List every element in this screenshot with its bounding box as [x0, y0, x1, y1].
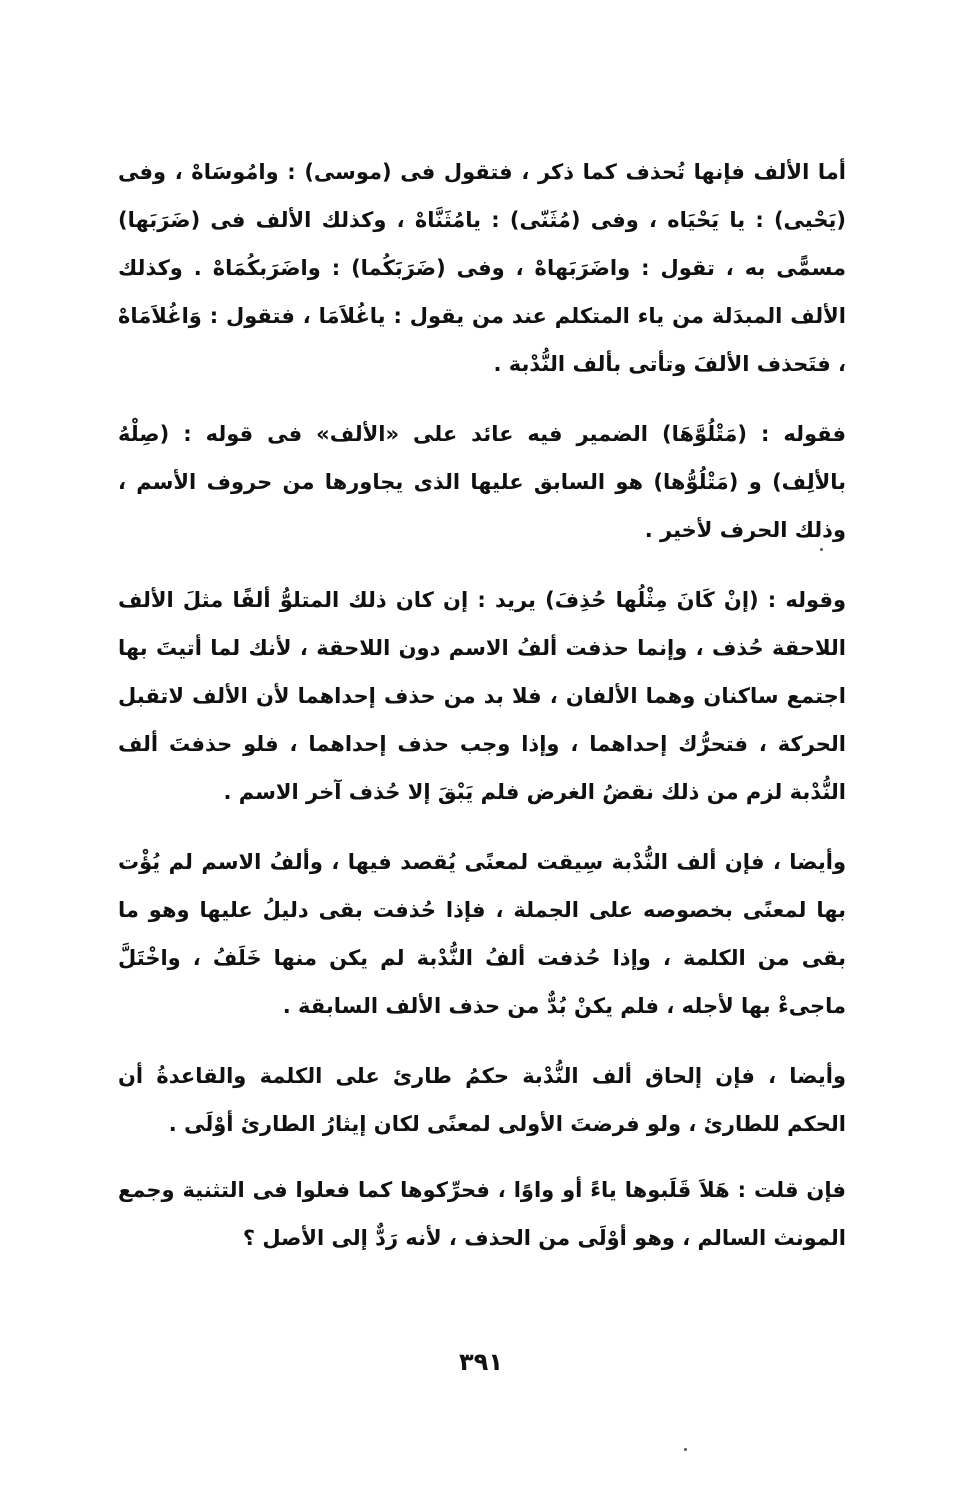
paragraph-5: وأيضا ، فإن إلحاق ألف النُّدْبة حكمُ طارئ على الكلمة والقاعدةُ أن الحكم للطارئ ، ولو فرضتَ الأولى لمعنًى لكان إيثارُ الطارئ أوْلَى . — [118, 1064, 846, 1136]
paragraph-3: وقوله : (إنْ كَانَ مِثْلُها حُذِفَ) يريد : إن كان ذلك المتلوُّ ألفًا مثلَ الألف اللاحقة حُذف ، وإنما حذفت ألفُ الاسم دون اللاحقة ، لأنك لما أتيتَ بها اجتمع ساكنان وهما الألفان ، فلا بد من حذف إحداهما لأن الألف لاتقبل الحركة ، فتحرُّك إحداهما ، وإذا وجب حذف إحداهما ، فلو حذفتَ ألف النُّدْبة لزم من ذلك نقضُ الغرض فلم يَبْقَ إلا حُذف آخر الاسم . — [118, 588, 846, 804]
page-number: ٣٩١ — [459, 1348, 503, 1376]
scan-speck — [820, 548, 823, 551]
paragraph-6: فإن قلت : هَلاَ قَلَبوها ياءً أو واوًا ، فحرِّكوها كما فعلوا فى التثنية وجمع المونث السالم ، وهو أوْلَى من الحذف ، لأنه رَدٌّ إلى الأصل ؟ — [118, 1178, 846, 1250]
scan-speck — [684, 1448, 687, 1451]
document-body — [118, 148, 846, 1284]
paragraph-1: أما الألف فإنها تُحذف كما ذكر ، فتقول فى (موسى) : وامُوسَاهْ ، وفى (يَحْيى) : يا يَحْيَاه ، وفى (مُثَنّى) : يامُثَنَّاهْ ، وكذلك الألف فى (ضَرَبَها) مسمًّى به ، تقول : واضَرَبَهاهْ ، وفى (ضَرَبَكُما) : واضَرَبكُمَاهْ . وكذلك الألف المبدَلة من ياء المتكلم عند من يقول : ياغُلاَمَا ، فتقول : وَاغُلاَمَاهْ ، فتَحذف الألفَ وتأتى بألف النُّدْبة . — [118, 160, 846, 376]
paragraph-2: فقوله : (مَتْلُوَّهَا) الضمير فيه عائد على «الألف» فى قوله : (صِلْهُ بالألِف) و (مَتْلُوُّها) هو السابق عليها الذى يجاورها من حروف الأسم ، وذلك الحرف لأخير . — [118, 422, 846, 542]
paragraph-4: وأيضا ، فإن ألف النُّدْبة سِيقت لمعنًى يُقصد فيها ، وألفُ الاسم لم يُؤْت بها لمعنًى بخصوصه على الجملة ، فإذا حُذفت بقى دليلُ عليها وهو ما بقى من الكلمة ، وإذا حُذفت ألفُ النُّدْبة لم يكن منها خَلَفُ ، واخْتَلَّ ماجىءْ بها لأجله ، فلم يكنْ بُدٌّ من حذف الألف السابقة . — [118, 850, 846, 1018]
